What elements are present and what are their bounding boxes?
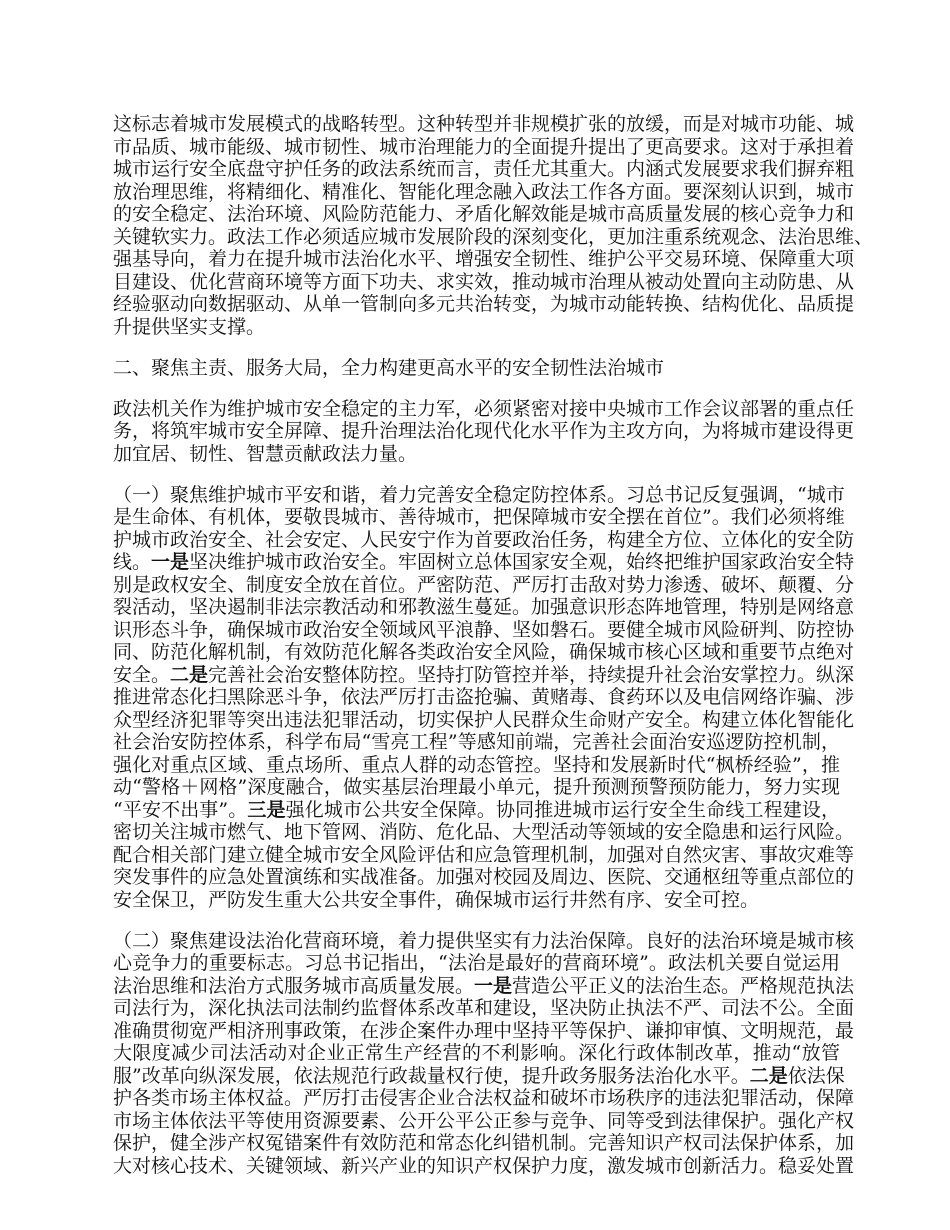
- text-line: 关键软实力。政法工作必须适应城市发展阶段的深刻变化，更加注重系统观念、法治思维、: [113, 225, 874, 248]
- text-line: 护各类市场主体权益。严厉打击侵害企业合法权益和破坏市场秩序的违法犯罪活动，保障: [113, 1087, 855, 1109]
- text-line: [113, 974, 855, 998]
- text-line: 动“警格＋网格”深度融合，做实基层治理最小单元，提升预测预警预防能力，努力实现: [113, 776, 840, 798]
- text-segment: 强化城市公共安全保障。协同推进城市运行安全生命线工程建设，: [285, 798, 840, 821]
- text-line: 密切关注城市燃气、地下管网、消防、危化品、大型活动等领域的安全隐患和运行风险。: [113, 821, 855, 843]
- text-line: 裂活动，坚决遏制非法宗教活动和邪教滋生蔓延。加强意识形态阵地管理，特别是网络意: [113, 596, 855, 618]
- text-line: 安全保卫，严防发生重大公共安全事件，确保城市运行井然有序、安全可控。: [113, 888, 760, 911]
- text-line: 同、防范化解机制，有效防范化解各类政治安全风险，确保城市核心区域和重要节点绝对: [113, 641, 855, 663]
- text-line: 众型经济犯罪等突出违法犯罪活动，切实保护人民群众生命财产安全。构建立体化智能化: [113, 708, 855, 731]
- text-line: 保护，健全涉产权冤错案件有效防范和常态化纠错机制。完善知识产权司法保护体系，加: [113, 1132, 855, 1154]
- body-paragraph: [113, 113, 874, 338]
- text-line: （一）聚焦维护城市平安和谐，着力完善安全稳定防控体系。习总书记反复强调，“城市: [113, 483, 845, 506]
- text-line: 识形态斗争，确保城市政治安全领域风平浪静、坚如磐石。要健全城市风险研判、防控协: [113, 618, 855, 641]
- text-line: 经验驱动向数据驱动、从单一管制向多元共治转变，为城市动能转换、结构优化、品质提: [113, 293, 855, 315]
- text-line: 别是政权安全、制度安全放在首位。严密防范、严厉打击敌对势力渗透、破坏、颠覆、分: [113, 573, 855, 596]
- bold-keyword: 一是: [474, 974, 513, 997]
- text-line: 强基导向，着力在提升城市法治化水平、增强安全韧性、维护公平交易环境、保障重大项: [113, 248, 855, 270]
- section-heading: [113, 357, 840, 380]
- text-line: 这标志着城市发展模式的战略转型。这种转型并非规模扩张的放缓，而是对城市功能、城: [113, 113, 855, 135]
- document-page: [113, 113, 874, 1196]
- bold-keyword: 一是: [151, 551, 190, 573]
- text-segment: 安全。: [113, 663, 171, 686]
- body-paragraph: [113, 929, 855, 1178]
- text-segment: “平安不出事”。: [113, 798, 248, 821]
- text-line: [113, 799, 840, 822]
- text-segment: 营造公平正义的法治生态。严格规范执法: [512, 974, 855, 997]
- bold-keyword: 二是: [170, 663, 209, 686]
- text-line: 放治理思维，将精细化、精准化、智能化理念融入政法工作各方面。要深刻认识到，城市: [113, 180, 855, 203]
- text-line: 目建设、优化营商环境等方面下功夫、求实效，推动城市治理从被动处置向主动防患、从: [113, 270, 855, 293]
- text-line: 推进常态化扫黑除恶斗争，依法严厉打击盗抢骗、黄赌毒、食药环以及电信网络诈骗、涉: [113, 686, 855, 708]
- body-paragraph: [113, 397, 855, 466]
- text-line: 护城市政治安全、社会安定、人民安宁作为首要政治任务，构建全方位、立体化的安全防: [113, 528, 855, 551]
- text-line: 政法机关作为维护城市安全稳定的主力军，必须紧密对接中央城市工作会议部署的重点任: [113, 397, 855, 420]
- text-line: 准确贯彻宽严相济刑事政策，在涉企案件办理中坚持平等保护、谦抑审慎、文明规范，最: [113, 1019, 855, 1042]
- text-line: 强化对重点区域、重点场所、重点人群的动态管控。坚持和发展新时代“枫桥经验”，推: [113, 753, 840, 776]
- text-line: 大限度减少司法活动对企业正常生产经营的不利影响。深化行政体制改革，推动“放管: [113, 1042, 840, 1064]
- text-line: 务，将筑牢城市安全屏障、提升治理法治化现代化水平作为主攻方向，为将城市建设得更: [113, 420, 855, 442]
- body-paragraph: [113, 483, 855, 912]
- text-line: 市品质、城市能级、城市韧性、城市治理能力的全面提升提出了更高要求。这对于承担着: [113, 135, 855, 158]
- text-line: [113, 663, 855, 687]
- text-line: [113, 551, 855, 574]
- text-line: 市场主体依法平等使用资源要素、公开公平公正参与竞争、同等受到法律保护。强化产权: [113, 1109, 855, 1132]
- bold-keyword: 三是: [247, 798, 286, 821]
- text-line: 大对核心技术、关键领域、新兴产业的知识产权保护力度，激发城市创新活力。稳妥处置: [113, 1154, 855, 1177]
- text-line: 是生命体、有机体，要敬畏城市、善待城市，把保障城市安全摆在首位”。我们必须将维: [113, 506, 845, 528]
- text-segment: 线。: [113, 551, 152, 573]
- text-line: 城市运行安全底盘守护任务的政法系统而言，责任尤其重大。内涵式发展要求我们摒弃粗: [113, 158, 855, 180]
- text-line: 升提供坚实支撑。: [113, 315, 266, 338]
- text-line: （二）聚焦建设法治化营商环境，着力提供坚实有力法治保障。良好的法治环境是城市核: [113, 929, 855, 952]
- text-segment: 坚决维护城市政治安全。牢固树立总体国家安全观，始终把维护国家政治安全特: [189, 551, 855, 573]
- text-segment: 法治思维和法治方式服务城市高质量发展。: [113, 974, 475, 997]
- bold-keyword: 二是: [749, 1064, 788, 1087]
- text-segment: 服”改革向纵深发展，依法规范行政裁量权行使，提升政务服务法治化水平。: [113, 1064, 750, 1087]
- text-segment: 完善社会治安整体防控。坚持打防管控并举，持续提升社会治安掌控力。纵深: [208, 663, 855, 686]
- text-line: 二、聚焦主责、服务大局，全力构建更高水平的安全韧性法治城市: [113, 356, 665, 379]
- text-line: 配合相关部门建立健全城市安全风险评估和应急管理机制，加强对自然灾害、事故灾难等: [113, 843, 855, 866]
- text-line: 司法行为，深化执法司法制约监督体系改革和建设，坚决防止执法不严、司法不公。全面: [113, 997, 855, 1019]
- text-line: [113, 1064, 845, 1088]
- text-line: 的安全稳定、法治环境、风险防范能力、矛盾化解效能是城市高质量发展的核心竞争力和: [113, 203, 855, 225]
- text-line: 心竞争力的重要标志。习总书记指出，“法治是最好的营商环境”。政法机关要自觉运用: [113, 952, 840, 974]
- text-segment: 依法保: [787, 1064, 845, 1087]
- text-line: 社会治安防控体系，科学布局“雪亮工程”等感知前端，完善社会面治安巡逻防控机制，: [113, 731, 840, 753]
- text-line: 突发事件的应急处置演练和实战准备。加强对校园及周边、医院、交通枢纽等重点部位的: [113, 866, 855, 888]
- text-line: 加宜居、韧性、智慧贡献政法力量。: [113, 442, 418, 465]
